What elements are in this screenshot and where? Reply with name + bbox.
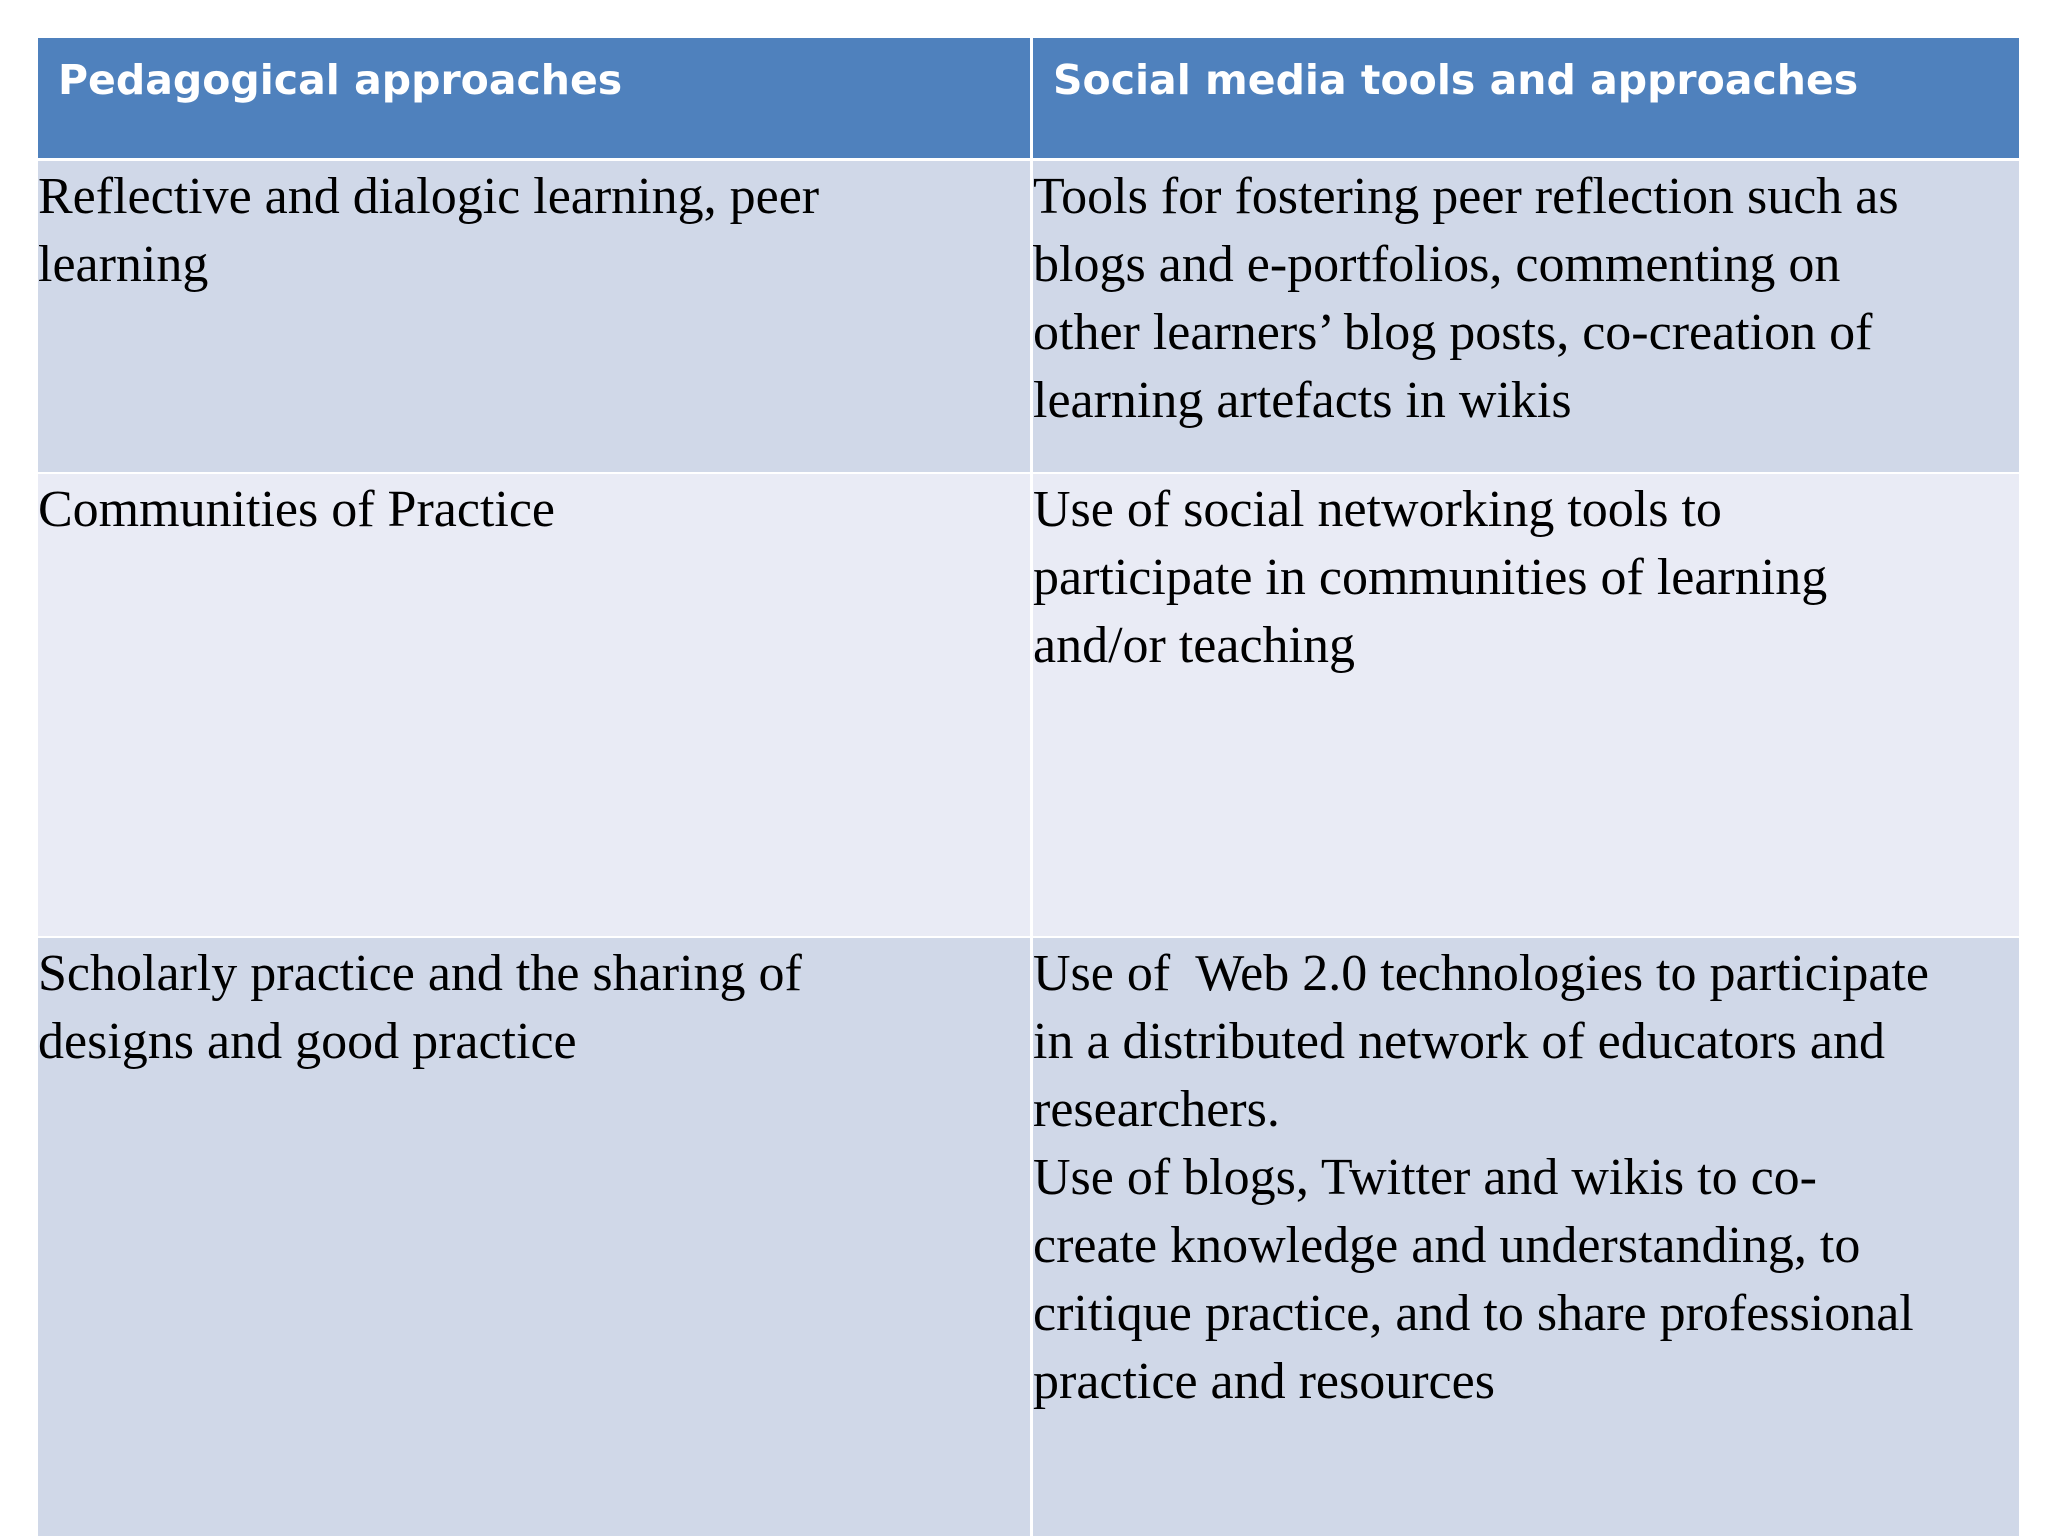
table-row-2-approach: [38, 474, 1030, 936]
table-row-1-tools: [1033, 161, 2019, 472]
row-1-tools-text: Tools for fostering peer reflection such as blogs and e-portfolios, commenting on other learners’ blog posts, co-creation of learning artefacts in wikis: [1033, 168, 1899, 429]
approaches-table: [38, 38, 2019, 1536]
table-row-3-tools: [1033, 938, 2019, 1536]
table-row-1-approach: [38, 161, 1030, 472]
table-row-3-approach: [38, 938, 1030, 1536]
row-3-tools-text: Use of Web 2.0 technologies to participate in a distributed network of educators and researchers. Use of blogs, Twitter and wikis to co- create knowledge and understanding, to critique practice, and to share professional practice and resources: [1033, 945, 1929, 1410]
header-pedagogical-approaches: Pedagogical approaches: [38, 38, 1030, 158]
row-3-approach-text: Scholarly practice and the sharing of designs and good practice: [38, 945, 802, 1070]
table-row-2-tools: [1033, 474, 2019, 936]
row-1-approach-text: Reflective and dialogic learning, peer learning: [38, 168, 820, 293]
row-2-tools-text: Use of social networking tools to participate in communities of learning and/or teaching: [1033, 481, 1828, 674]
row-2-approach-text: Communities of Practice: [38, 481, 556, 538]
header-social-media-tools: Social media tools and approaches: [1033, 38, 2019, 158]
